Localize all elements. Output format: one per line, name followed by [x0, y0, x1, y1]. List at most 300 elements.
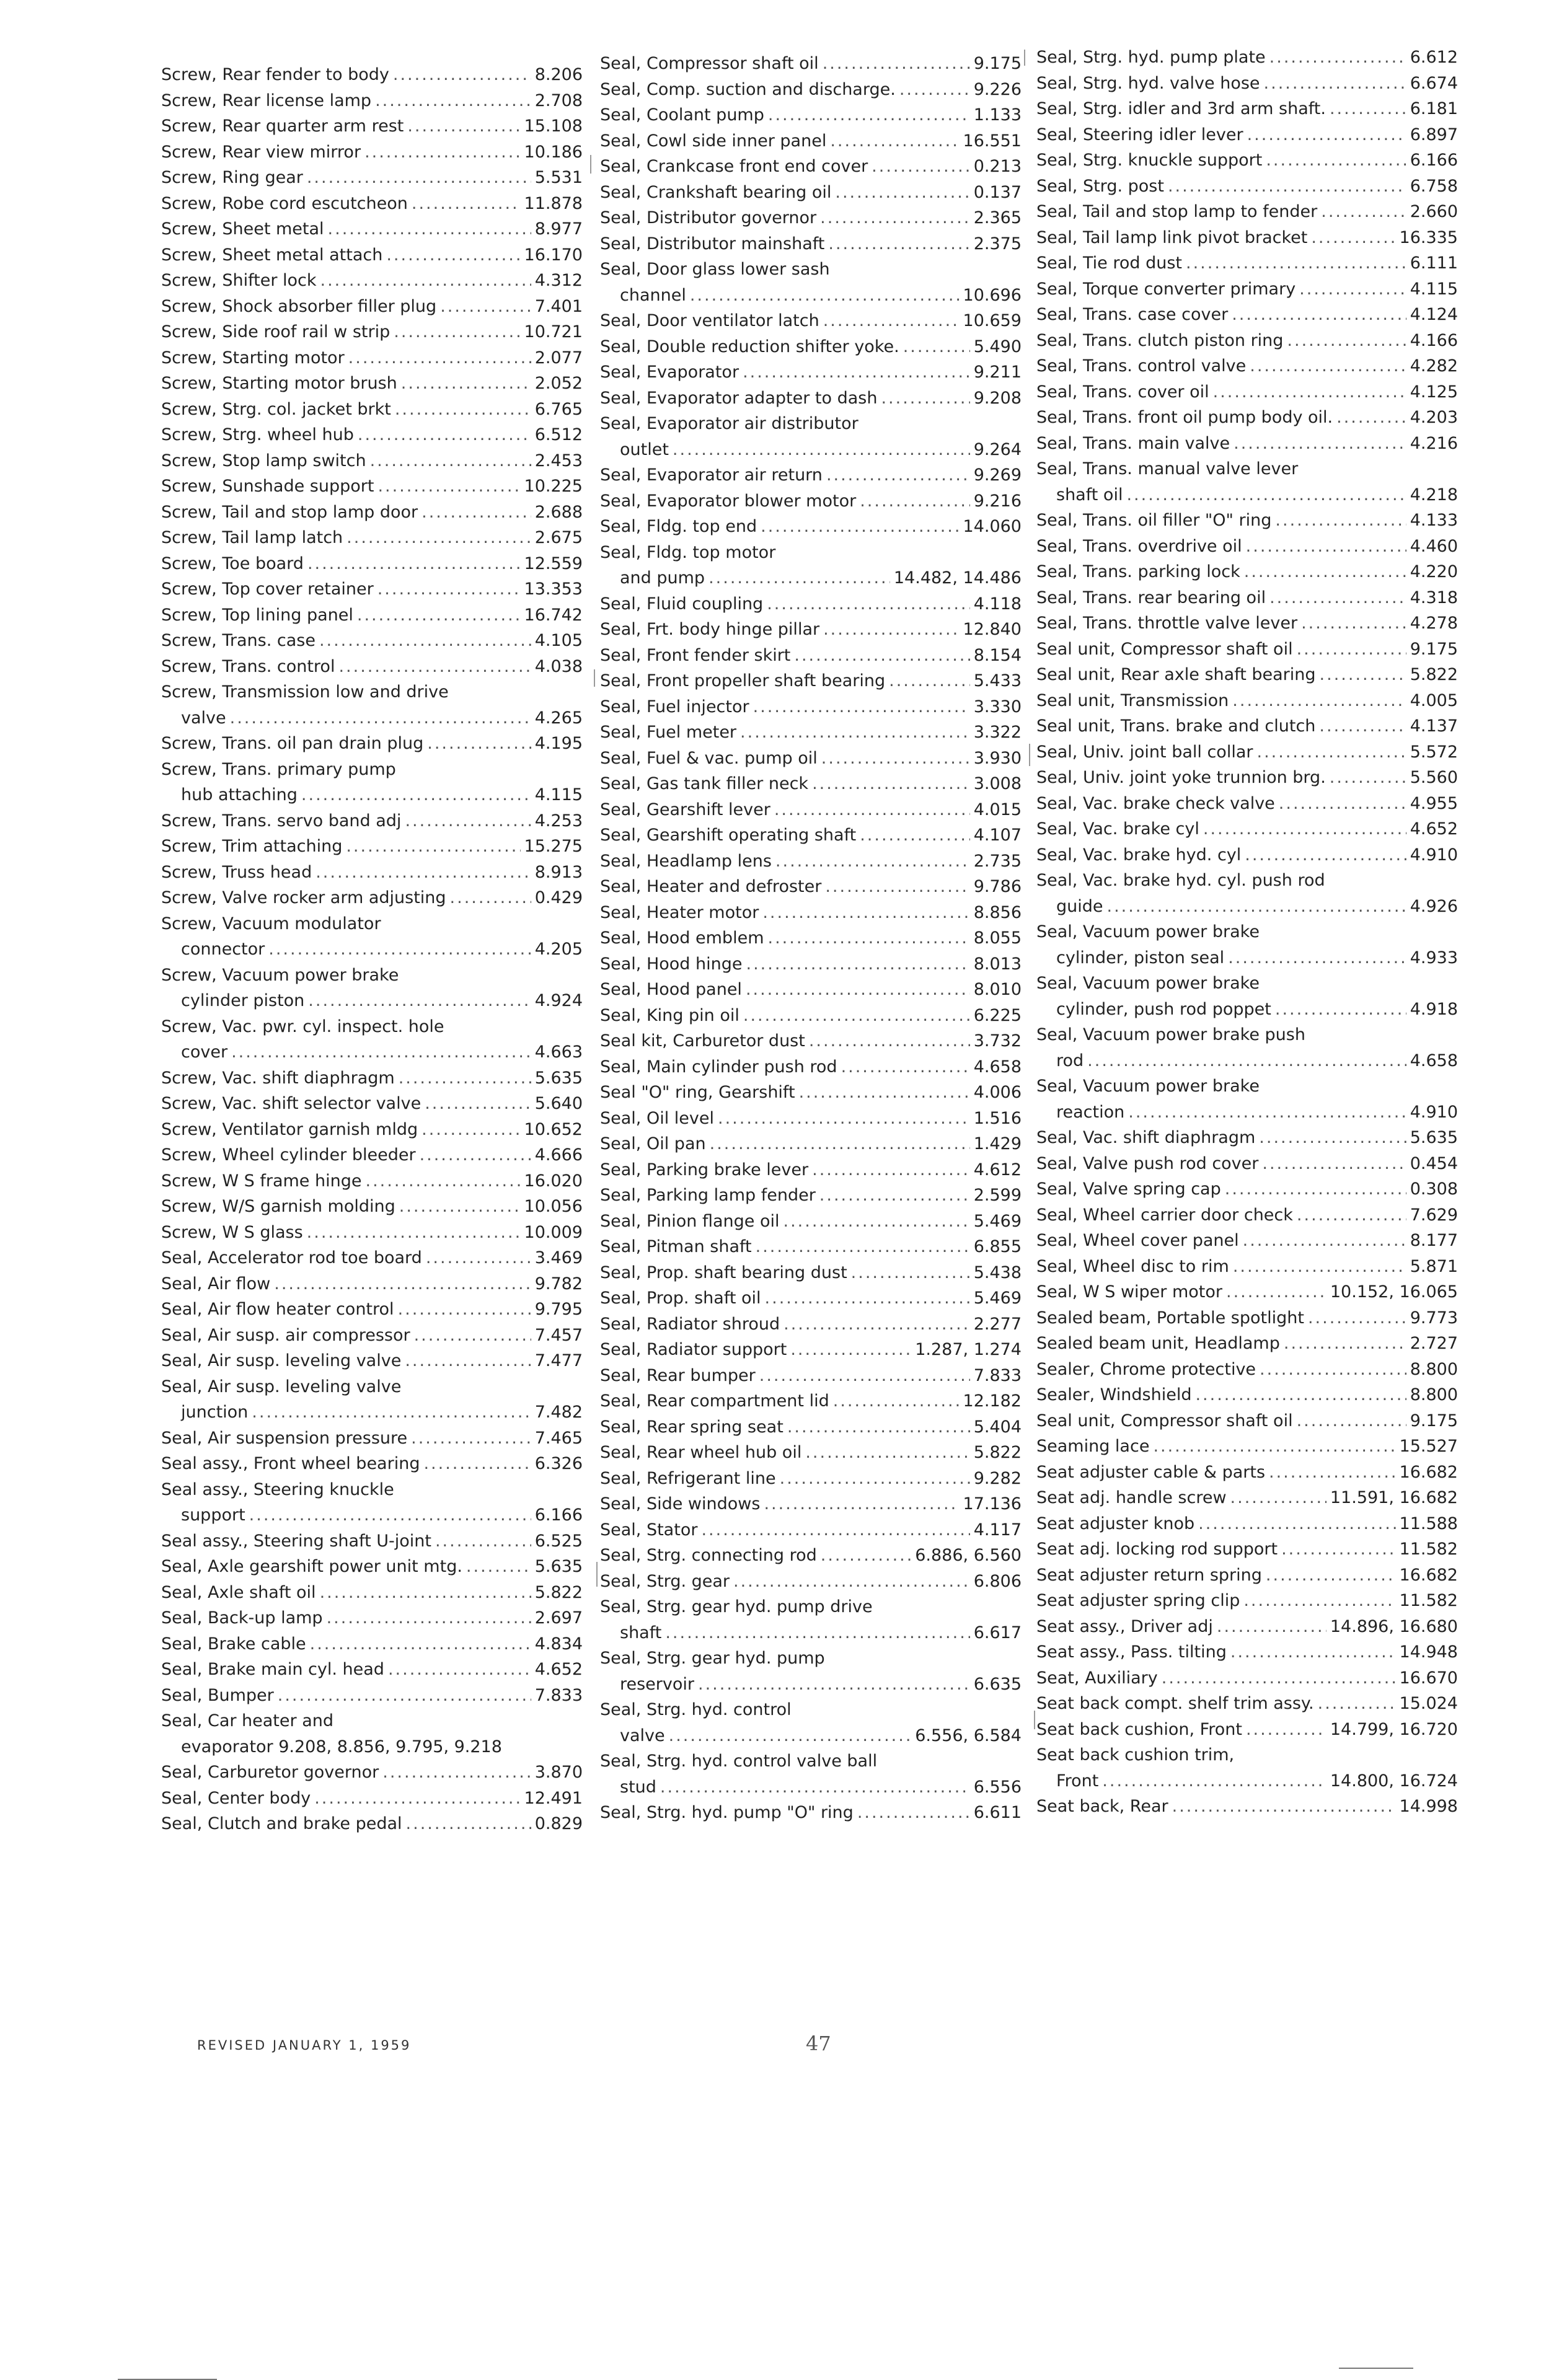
entry-name: hub attaching	[181, 785, 298, 804]
entry-page-ref: 10.652	[524, 1119, 583, 1139]
entry-name: Seal, Evaporator blower motor	[600, 491, 857, 511]
entry-name: Seal unit, Transmission	[1036, 690, 1229, 710]
entry-name: Seal, Door glass lower sash	[600, 260, 830, 279]
entry-name: Sealer, Chrome protective	[1036, 1359, 1256, 1379]
index-entry	[161, 422, 583, 448]
entry-page-ref: 1.287, 1.274	[915, 1340, 1022, 1359]
entry-name: Seal, Trans. parking lock	[1036, 562, 1240, 581]
entry-name: Sealer, Windshield	[1036, 1385, 1192, 1404]
entry-page-ref: 9.782	[534, 1274, 583, 1294]
entry-page-ref: 16.742	[524, 605, 583, 625]
leader-dots	[268, 937, 531, 963]
leader-dots	[338, 654, 531, 680]
index-entry	[600, 308, 1022, 334]
entry-page-ref: 3.930	[973, 748, 1022, 768]
entry-name: Seal, Crankshaft bearing oil	[600, 182, 832, 202]
leader-dots	[903, 334, 970, 360]
entry-page-ref: 13.353	[524, 580, 583, 599]
leader-dots	[1195, 1382, 1406, 1408]
leader-dots	[364, 139, 520, 165]
leader-dots	[860, 488, 970, 514]
entry-page-ref: 4.015	[973, 800, 1022, 819]
entry-name: Seat back, Rear	[1036, 1797, 1168, 1816]
entry-page-ref: 9.216	[973, 491, 1022, 511]
entry-name: Seal, Rear spring seat	[600, 1417, 784, 1437]
index-entry	[600, 1800, 1022, 1826]
index-entry	[600, 180, 1022, 206]
entry-page-ref: 6.556	[973, 1777, 1022, 1797]
index-entry	[161, 1631, 583, 1657]
entry-name: Seal, Radiator support	[600, 1340, 787, 1359]
entry-page-ref: 11.588	[1399, 1514, 1458, 1533]
entry-page-ref: 4.005	[1410, 690, 1458, 710]
index-entry	[600, 874, 1022, 900]
entry-name: connector	[181, 940, 265, 959]
index-entry	[161, 1194, 583, 1220]
revision-date: REVISED JANUARY 1, 1959	[197, 2038, 412, 2053]
index-entry	[161, 1580, 583, 1606]
entry-name: Screw, Top lining panel	[161, 605, 353, 625]
leader-dots	[346, 834, 520, 860]
entry-name: Seal, Radiator shroud	[600, 1314, 780, 1334]
entry-name: Seal, Air susp. leveling valve	[161, 1351, 402, 1370]
entry-name: Screw, Ventilator garnish mldg	[161, 1119, 418, 1139]
leader-dots	[425, 1091, 531, 1117]
index-entry	[600, 488, 1022, 514]
leader-dots	[377, 474, 520, 500]
index-entry	[600, 643, 1022, 669]
entry-name: Seat adjuster spring clip	[1036, 1591, 1240, 1610]
index-entry	[161, 1091, 583, 1117]
entry-page-ref: 6.674	[1410, 73, 1458, 93]
entry-name: Seal, Vacuum power brake push	[1036, 1025, 1305, 1044]
column-separator	[1034, 1711, 1035, 1729]
entry-name: Seal, Trans. clutch piston ring	[1036, 330, 1284, 350]
entry-name: Screw, Trans. primary pump	[161, 759, 396, 779]
entry-page-ref: 4.115	[1410, 279, 1458, 299]
entry-page-ref: 2.077	[534, 348, 583, 368]
leader-dots	[710, 1131, 970, 1157]
leader-dots	[775, 848, 970, 875]
scan-artifact-line	[1339, 2368, 1413, 2369]
entry-name: Screw, Truss head	[161, 862, 312, 882]
entry-name: Seal, Clutch and brake pedal	[161, 1814, 402, 1833]
entry-name: Screw, Shifter lock	[161, 271, 317, 290]
leader-dots	[249, 1502, 531, 1528]
entry-page-ref: 9.175	[1410, 1411, 1458, 1430]
index-entry	[600, 51, 1022, 77]
leader-dots	[743, 359, 970, 386]
index-entry	[600, 1003, 1022, 1029]
leader-dots	[851, 1260, 970, 1286]
leader-dots	[1275, 997, 1406, 1023]
leader-dots	[1246, 1717, 1326, 1743]
entry-page-ref: 6.758	[1410, 176, 1458, 196]
entry-page-ref: 2.688	[534, 502, 583, 522]
leader-dots	[1245, 842, 1406, 868]
entry-page-ref: 4.118	[973, 594, 1022, 614]
index-entry	[1036, 1408, 1458, 1434]
leader-dots	[826, 462, 970, 488]
index-entry	[1036, 1588, 1458, 1614]
entry-name: Screw, Rear view mirror	[161, 142, 361, 162]
entry-page-ref: 2.277	[973, 1314, 1022, 1334]
entry-page-ref: 9.175	[1410, 639, 1458, 659]
index-entry	[161, 551, 583, 577]
index-entry	[1036, 1691, 1458, 1717]
entry-name: Seal, Vacuum power brake	[1036, 922, 1260, 941]
index-entry	[161, 1528, 583, 1554]
entry-page-ref: 5.560	[1410, 768, 1458, 787]
index-entry	[1036, 96, 1458, 122]
index-entry	[1036, 431, 1458, 457]
leader-dots	[673, 437, 970, 463]
index-entry	[161, 1811, 583, 1837]
leader-dots	[1087, 1048, 1406, 1074]
leader-dots	[427, 731, 531, 757]
entry-name: Seal, Compressor shaft oil	[600, 54, 819, 73]
leader-dots	[420, 1142, 531, 1168]
index-entry	[1036, 713, 1458, 739]
index-entry	[600, 359, 1022, 386]
entry-page-ref: 1.429	[973, 1134, 1022, 1153]
index-entry	[161, 654, 583, 680]
entry-name: Screw, Toe board	[161, 553, 304, 573]
index-entry	[161, 345, 583, 371]
leader-dots	[857, 1800, 970, 1826]
entry-name: Seal, Wheel carrier door check	[1036, 1205, 1293, 1225]
entry-name: Seal, Univ. joint yoke trunnion brg.	[1036, 768, 1326, 787]
entry-page-ref: 15.527	[1399, 1437, 1458, 1456]
entry-page-ref: 4.926	[1410, 896, 1458, 916]
entry-name: Seal, Wheel cover panel	[1036, 1231, 1239, 1250]
leader-dots	[1230, 1639, 1396, 1665]
entry-page-ref: 12.182	[963, 1391, 1022, 1411]
leader-dots	[357, 602, 521, 628]
leader-dots	[422, 500, 531, 526]
entry-page-ref: 7.477	[534, 1351, 583, 1370]
index-entry	[161, 576, 583, 602]
leader-dots	[394, 319, 520, 345]
index-entry	[600, 1466, 1022, 1492]
entry-name: Seal, Evaporator air return	[600, 465, 823, 485]
entry-name: Seal, Hood panel	[600, 980, 742, 999]
entry-page-ref: 7.465	[534, 1428, 583, 1448]
entry-page-ref: 14.896, 16.680	[1330, 1616, 1458, 1636]
index-column-1	[161, 62, 583, 1837]
entry-name: Screw, Strg. wheel hub	[161, 425, 354, 444]
entry-page-ref: 0.429	[534, 888, 583, 907]
entry-name: Seal, Cowl side inner panel	[600, 131, 827, 151]
leader-dots	[669, 1723, 912, 1749]
index-entry	[161, 268, 583, 294]
leader-dots	[1153, 1434, 1395, 1460]
index-column-2	[600, 51, 1022, 1826]
entry-name: Seal, Prop. shaft bearing dust	[600, 1263, 847, 1282]
entry-name: Seal, Headlamp lens	[600, 851, 772, 871]
entry-name: Screw, Sheet metal attach	[161, 245, 383, 265]
entry-page-ref: 6.635	[973, 1674, 1022, 1694]
entry-page-ref: 15.024	[1399, 1694, 1458, 1713]
entry-name: Seal, Car heater and	[161, 1711, 333, 1730]
entry-page-ref: 2.708	[534, 90, 583, 110]
leader-dots	[1172, 1794, 1396, 1820]
leader-dots	[399, 1194, 521, 1220]
index-entry	[600, 1080, 1022, 1106]
index-entry	[1036, 45, 1458, 71]
entry-page-ref: 4.282	[1410, 356, 1458, 376]
entry-name: Seal unit, Compressor shaft oil	[1036, 1411, 1293, 1430]
leader-dots	[833, 1388, 960, 1414]
index-entry-continuation	[161, 1734, 583, 1760]
index-entry	[161, 1683, 583, 1709]
entry-page-ref: 9.786	[973, 877, 1022, 896]
entry-page-ref: 6.765	[534, 399, 583, 419]
index-entry	[161, 1014, 583, 1040]
entry-name: Seat adj. locking rod support	[1036, 1540, 1278, 1559]
entry-page-ref: 3.322	[973, 723, 1022, 742]
index-entry	[1036, 174, 1458, 200]
entry-page-ref: 9.226	[973, 79, 1022, 99]
leader-dots	[690, 283, 960, 309]
entry-page-ref: 6.326	[534, 1454, 583, 1473]
leader-dots	[823, 51, 970, 77]
leader-dots	[377, 576, 521, 602]
entry-name: Seal, Strg. post	[1036, 176, 1164, 196]
entry-page-ref: 4.666	[534, 1145, 583, 1165]
entry-page-ref: 1.516	[973, 1108, 1022, 1128]
leader-dots	[1102, 1768, 1326, 1794]
index-entry	[161, 885, 583, 911]
entry-name: Seal, Tie rod dust	[1036, 253, 1182, 273]
entry-page-ref: 7.833	[973, 1365, 1022, 1385]
entry-name: Front	[1056, 1771, 1099, 1791]
leader-dots	[407, 113, 520, 139]
leader-dots	[823, 308, 960, 334]
entry-name: Seal, Trans. cover oil	[1036, 382, 1209, 402]
index-entry	[161, 1657, 583, 1683]
entry-name: Seal "O" ring, Gearshift	[600, 1083, 795, 1102]
index-entry-continuation	[1036, 1100, 1458, 1126]
index-entry-continuation	[600, 437, 1022, 463]
leader-dots	[320, 1580, 531, 1606]
entry-name: Seal, Vac. brake cyl	[1036, 819, 1199, 839]
entry-name: Seal, Strg. idler and 3rd arm shaft.	[1036, 99, 1326, 118]
entry-page-ref: 6.611	[973, 1803, 1022, 1822]
entry-page-ref: 6.617	[973, 1623, 1022, 1642]
entry-page-ref: 7.482	[534, 1403, 583, 1422]
index-entry	[600, 386, 1022, 412]
leader-dots	[746, 951, 970, 977]
index-entry	[161, 1065, 583, 1091]
index-entry	[1036, 148, 1458, 174]
entry-name: Seat adj. handle screw	[1036, 1488, 1227, 1507]
entry-page-ref: 3.870	[534, 1763, 583, 1782]
entry-name: Seat back compt. shelf trim assy.	[1036, 1694, 1314, 1713]
entry-name: Seal, Trans. rear bearing oil	[1036, 588, 1266, 607]
leader-dots	[1126, 482, 1406, 508]
index-entry	[1036, 199, 1458, 225]
entry-name: Seal, Crankcase front end cover	[600, 157, 868, 176]
entry-name: Seal, Rear bumper	[600, 1365, 756, 1385]
entry-name: Seal, Air susp. leveling valve	[161, 1377, 402, 1396]
entry-page-ref: 11.591, 16.682	[1330, 1488, 1458, 1507]
entry-page-ref: 4.652	[1410, 819, 1458, 839]
entry-page-ref: 16.670	[1399, 1668, 1458, 1688]
entry-name: Seal, Trans. control valve	[1036, 356, 1247, 376]
entry-page-ref: 8.856	[973, 902, 1022, 922]
entry-page-ref: 15.275	[524, 837, 583, 856]
index-entry	[1036, 1511, 1458, 1537]
entry-name: Seal, Front propeller shaft bearing	[600, 671, 886, 690]
page-number: 47	[806, 2032, 831, 2055]
index-entry	[600, 540, 1022, 566]
entry-name: Seal unit, Trans. brake and clutch	[1036, 716, 1316, 736]
index-entry	[600, 1646, 1022, 1672]
leader-dots	[1279, 791, 1406, 817]
entry-page-ref: 6.512	[534, 425, 583, 444]
entry-name: Screw, Starting motor brush	[161, 374, 397, 393]
entry-name: Screw, Vacuum power brake	[161, 965, 399, 985]
index-entry	[600, 925, 1022, 951]
entry-name: Seal, Fuel & vac. pump oil	[600, 748, 818, 768]
entry-name: support	[181, 1505, 245, 1525]
index-entry	[161, 1477, 583, 1503]
index-entry	[161, 1245, 583, 1271]
leader-dots	[316, 860, 531, 886]
leader-dots	[426, 1245, 531, 1271]
index-entry	[1036, 559, 1458, 585]
entry-name: Seal, Evaporator	[600, 363, 739, 382]
index-entry	[1036, 1434, 1458, 1460]
entry-page-ref: 9.211	[973, 363, 1022, 382]
index-entry-continuation	[600, 1672, 1022, 1698]
entry-name: Seal, Hood hinge	[600, 954, 743, 974]
entry-name: Seal, Trans. manual valve lever	[1036, 459, 1299, 478]
index-entry	[600, 977, 1022, 1003]
entry-name: Seal, Prop. shaft oil	[600, 1289, 761, 1308]
leader-dots	[784, 1311, 970, 1338]
entry-page-ref: 5.635	[534, 1557, 583, 1576]
leader-dots	[1262, 1151, 1406, 1177]
entry-page-ref: 4.910	[1410, 1102, 1458, 1122]
leader-dots	[1266, 148, 1406, 174]
leader-dots	[411, 1426, 531, 1452]
column-separator	[590, 155, 591, 174]
index-entry	[1036, 379, 1458, 405]
column-separator	[596, 1562, 598, 1587]
index-entry	[600, 1285, 1022, 1311]
entry-page-ref: 2.660	[1410, 202, 1458, 221]
leader-dots	[1225, 1176, 1406, 1202]
index-entry	[161, 1708, 583, 1734]
index-entry	[600, 1363, 1022, 1389]
leader-dots	[1186, 250, 1406, 276]
entry-name: Seal, Side windows	[600, 1494, 761, 1514]
index-entry-continuation	[161, 1502, 583, 1528]
entry-name: Screw, Rear quarter arm rest	[161, 117, 404, 136]
index-entry	[600, 720, 1022, 746]
entry-page-ref: 4.278	[1410, 614, 1458, 633]
entry-name: Seal unit, Compressor shaft oil	[1036, 639, 1293, 659]
entry-page-ref: 4.006	[973, 1083, 1022, 1102]
leader-dots	[809, 1028, 970, 1054]
entry-page-ref: 1.133	[973, 105, 1022, 125]
entry-page-ref: 5.822	[534, 1582, 583, 1602]
entry-page-ref: 14.060	[963, 517, 1022, 536]
entry-name: Screw, Stop lamp switch	[161, 451, 366, 470]
entry-name: Seal, Hood emblem	[600, 928, 764, 948]
index-entry	[600, 1569, 1022, 1595]
entry-name: Seal, Fuel injector	[600, 697, 749, 716]
entry-name: Seal, Trans. overdrive oil	[1036, 536, 1242, 556]
entry-name: Seal, Heater and defroster	[600, 877, 822, 896]
entry-page-ref: 0.213	[973, 157, 1022, 176]
index-entry	[600, 822, 1022, 848]
leader-dots	[881, 386, 969, 412]
index-entry	[1036, 765, 1458, 791]
index-entry	[161, 1605, 583, 1631]
entry-page-ref: 16.682	[1399, 1565, 1458, 1585]
entry-page-ref: 8.010	[973, 980, 1022, 999]
index-entry	[600, 746, 1022, 772]
entry-name: Seal unit, Rear axle shaft bearing	[1036, 665, 1316, 684]
index-entry	[161, 397, 583, 423]
leader-dots	[308, 988, 531, 1014]
index-entry	[161, 860, 583, 886]
entry-name: Seal, Torque converter primary	[1036, 279, 1296, 299]
entry-page-ref: 10.696	[963, 285, 1022, 305]
entry-name: Seal, Bumper	[161, 1685, 274, 1705]
entry-name: outlet	[620, 439, 669, 459]
index-entry	[161, 371, 583, 397]
index-entry	[600, 1414, 1022, 1440]
index-entry	[600, 1337, 1022, 1363]
leader-dots	[860, 822, 970, 848]
entry-name: Screw, Starting motor	[161, 348, 345, 368]
index-entry	[600, 514, 1022, 540]
entry-page-ref: 8.800	[1410, 1385, 1458, 1404]
column-separator	[1029, 744, 1030, 766]
index-entry-continuation	[161, 1039, 583, 1065]
leader-dots	[756, 1234, 970, 1260]
index-entry	[600, 1388, 1022, 1414]
index-entry	[600, 1054, 1022, 1080]
index-entry	[600, 257, 1022, 283]
index-entry	[1036, 1665, 1458, 1691]
leader-dots	[889, 668, 970, 694]
entry-page-ref: 4.933	[1410, 948, 1458, 967]
index-entry	[161, 294, 583, 320]
entry-name: Seal, Steering idler lever	[1036, 125, 1243, 144]
leader-dots	[274, 1271, 531, 1297]
entry-name: Seal, Tail lamp link pivot bracket	[1036, 227, 1308, 247]
entry-page-ref: 12.559	[524, 553, 583, 573]
entry-name: Screw, Strg. col. jacket brkt	[161, 399, 391, 419]
index-entry	[600, 617, 1022, 643]
entry-name: Screw, Robe cord escutcheon	[161, 193, 408, 213]
entry-name: Seal, Strg. hyd. control valve ball	[600, 1752, 878, 1771]
entry-name: Seal, Trans. case cover	[1036, 305, 1229, 324]
entry-page-ref: 2.453	[534, 451, 583, 470]
entry-name: Seal, Oil pan	[600, 1134, 706, 1153]
index-entry	[161, 1426, 583, 1452]
index-entry	[1036, 1717, 1458, 1743]
entry-page-ref: 4.918	[1410, 999, 1458, 1019]
index-entry	[161, 834, 583, 860]
entry-page-ref: 8.913	[534, 862, 583, 882]
leader-dots	[1244, 559, 1406, 585]
